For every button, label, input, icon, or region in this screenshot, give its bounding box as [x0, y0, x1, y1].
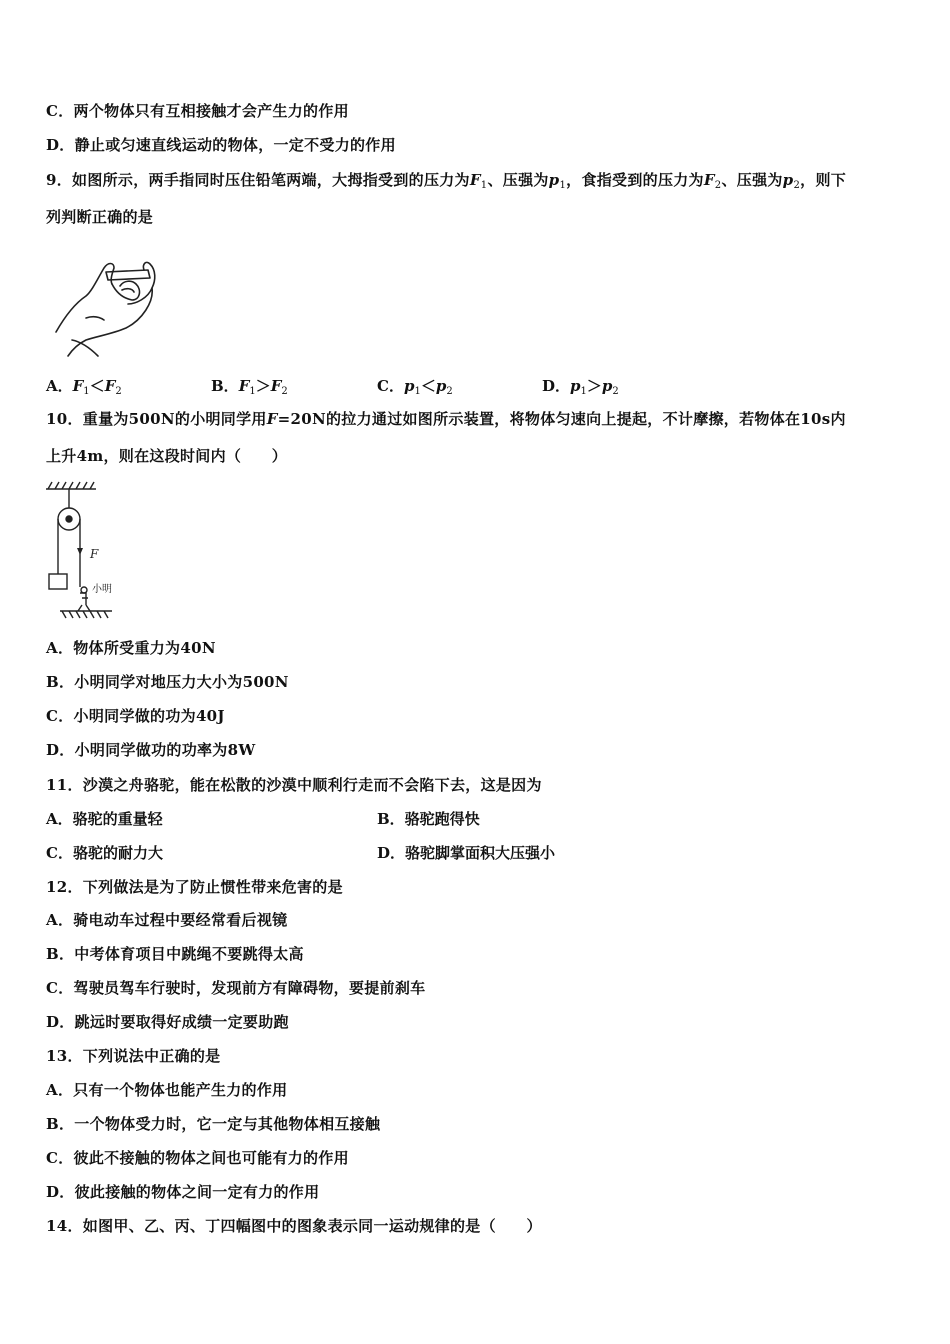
q8-option-c: C．两个物体只有互相接触才会产生力的作用 — [46, 102, 349, 120]
q11-option-c: C．骆驼的耐力大 — [46, 844, 163, 862]
q10-stem-line2: 上升4m，则在这段时间内（ ） — [46, 447, 288, 465]
q10-option-b: B．小明同学对地压力大小为500N — [46, 673, 289, 691]
q13-option-c: C．彼此不接触的物体之间也可能有力的作用 — [46, 1149, 349, 1167]
q8-option-d: D．静止或匀速直线运动的物体，一定不受力的作用 — [46, 136, 396, 154]
q9-hand-pencil-figure — [52, 258, 164, 360]
q14-stem: 14．如图甲、乙、丙、丁四幅图中的图象表示同一运动规律的是（ ） — [46, 1217, 542, 1235]
q9-option-d: D．$p_1>p_2$ — [542, 377, 619, 397]
q13-option-a: A．只有一个物体也能产生力的作用 — [46, 1081, 288, 1099]
q11-option-a: A．骆驼的重量轻 — [46, 810, 163, 828]
q12-option-b: B．中考体育项目中跳绳不要跳得太高 — [46, 945, 304, 963]
q12-option-a: A．骑电动车过程中要经常看后视镜 — [46, 911, 288, 929]
q9-stem: 9．如图所示，两手指同时压住铅笔两端，大拇指受到的压力为$F_1$、压强为$p_1$，食指受到的压力为$F_2$、压强为$p_2$，则下 — [46, 171, 847, 191]
q11-option-d: D．骆驼脚掌面积大压强小 — [377, 844, 556, 862]
force-label: F — [90, 547, 99, 561]
q10-option-c: C．小明同学做的功为40J — [46, 707, 225, 725]
q10-stem: 10．重量为500N的小明同学用F=20N的拉力通过如图所示装置，将物体匀速向上提起，不计摩擦，若物体在10s内 — [46, 410, 846, 428]
q9-stem-line2: 列判断正确的是 — [46, 208, 154, 226]
q9-option-c: C．$p_1<p_2$ — [377, 377, 453, 397]
q10-pulley-figure — [40, 480, 130, 620]
q11-option-b: B．骆驼跑得快 — [377, 810, 480, 828]
person-label: 小明 — [92, 584, 112, 595]
q12-option-d: D．跳远时要取得好成绩一定要助跑 — [46, 1013, 289, 1031]
q12-option-c: C．驾驶员驾车行驶时，发现前方有障碍物，要提前刹车 — [46, 979, 426, 997]
q10-option-a: A．物体所受重力为40N — [46, 639, 216, 657]
q9-option-b: B．$F_1>F_2$ — [211, 377, 288, 397]
q11-stem: 11．沙漠之舟骆驼，能在松散的沙漠中顺利行走而不会陷下去，这是因为 — [46, 776, 542, 794]
q9-option-a: A．$F_1<F_2$ — [46, 377, 122, 397]
q13-option-d: D．彼此接触的物体之间一定有力的作用 — [46, 1183, 320, 1201]
q10-option-d: D．小明同学做功的功率为8W — [46, 741, 256, 759]
q12-stem: 12．下列做法是为了防止惯性带来危害的是 — [46, 878, 343, 896]
q13-option-b: B．一个物体受力时，它一定与其他物体相互接触 — [46, 1115, 381, 1133]
q13-stem: 13．下列说法中正确的是 — [46, 1047, 221, 1065]
